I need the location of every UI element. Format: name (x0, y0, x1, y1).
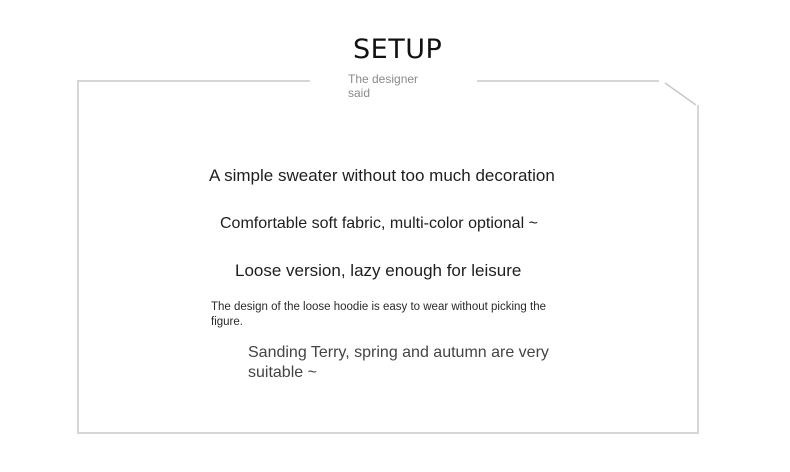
description-line-1: A simple sweater without too much decoration (209, 166, 555, 185)
description-line-4: The design of the loose hoodie is easy to wear without picking the figure. (211, 301, 546, 328)
designer-note-label: The designer said (348, 72, 419, 100)
description-line-5: Sanding Terry, spring and autumn are very suitable ~ (248, 344, 549, 381)
description-line-3: Loose version, lazy enough for leisure (235, 261, 522, 280)
description-line-2: Comfortable soft fabric, multi-color optional ~ (220, 215, 538, 232)
section-title-text: SETUP (353, 34, 443, 65)
frame-corner-cut (665, 83, 696, 105)
